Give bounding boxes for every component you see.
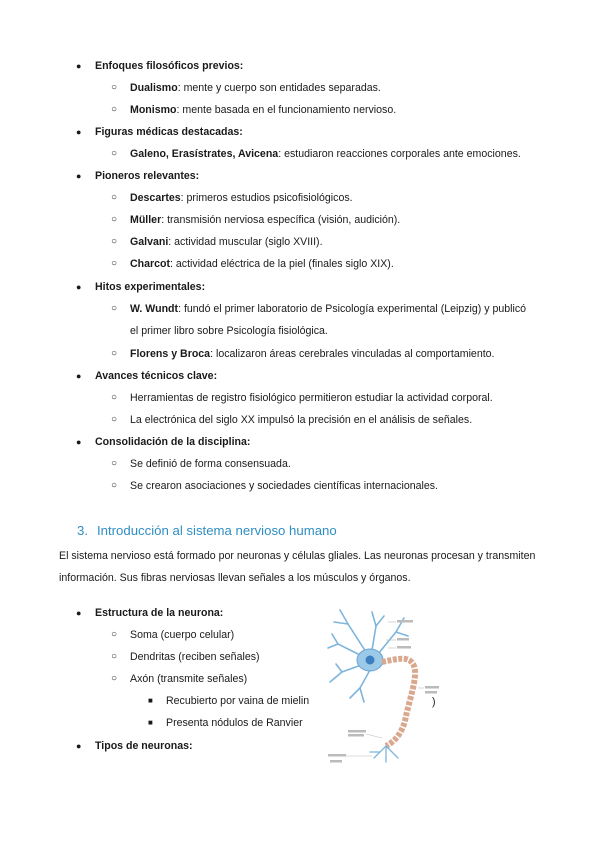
circle-bullet-icon: ○ bbox=[111, 629, 118, 640]
list-item: ● Avances técnicos clave: bbox=[76, 370, 218, 382]
circle-bullet-icon: ○ bbox=[111, 458, 118, 469]
list-item: ○ Dualismo: mente y cuerpo son entidades separadas. bbox=[111, 82, 381, 94]
bullet-icon: ● bbox=[76, 437, 82, 447]
list-item: ○ Galeno, Erasístrates, Avicena: estudiaron reacciones corporales ante emociones. bbox=[111, 148, 521, 160]
bullet-icon: ● bbox=[76, 608, 82, 618]
list-item: ● Figuras médicas destacadas: bbox=[76, 126, 243, 138]
intro-paragraph-line: El sistema nervioso está formado por neuronas y células gliales. Las neuronas procesan y transmiten bbox=[59, 550, 536, 562]
intro-paragraph-line: información. Sus fibras nerviosas llevan señales a los músculos y órganos. bbox=[59, 572, 411, 584]
list-item: ○ Florens y Broca: localizaron áreas cerebrales vinculadas al comportamiento. bbox=[111, 348, 495, 360]
circle-bullet-icon: ○ bbox=[111, 236, 118, 247]
circle-bullet-icon: ○ bbox=[111, 192, 118, 203]
square-bullet-icon: ■ bbox=[148, 696, 153, 705]
neuron-diagram bbox=[326, 606, 450, 766]
list-item: ○ W. Wundt: fundó el primer laboratorio de Psicología experimental (Leipzig) y publicó bbox=[111, 303, 527, 315]
list-item: ● Hitos experimentales: bbox=[76, 281, 206, 293]
list-item: ■ Recubierto por vaina de mielin bbox=[148, 695, 310, 707]
circle-bullet-icon: ○ bbox=[111, 480, 118, 491]
list-item: ● Estructura de la neurona: bbox=[76, 607, 224, 619]
circle-bullet-icon: ○ bbox=[111, 148, 118, 159]
axon bbox=[382, 659, 415, 746]
circle-bullet-icon: ○ bbox=[111, 104, 118, 115]
nucleus bbox=[366, 656, 375, 665]
circle-bullet-icon: ○ bbox=[111, 414, 118, 425]
circle-bullet-icon: ○ bbox=[111, 258, 118, 269]
square-bullet-icon: ■ bbox=[148, 718, 153, 727]
circle-bullet-icon: ○ bbox=[111, 214, 118, 225]
list-item: ○ Galvani: actividad muscular (siglo XVIII). bbox=[111, 236, 323, 248]
axon-terminals bbox=[370, 746, 398, 762]
list-item: ○ Se crearon asociaciones y sociedades científicas internacionales. bbox=[111, 480, 438, 492]
list-item: ○ Se definió de forma consensuada. bbox=[111, 458, 291, 470]
truncated-text: ) bbox=[432, 696, 436, 708]
list-item: ○ La electrónica del siglo XX impulsó la precisión en el análisis de señales. bbox=[111, 414, 473, 426]
section-heading: 3. Introducción al sistema nervioso humano bbox=[77, 523, 337, 538]
circle-bullet-icon: ○ bbox=[111, 348, 118, 359]
list-item: ○ Soma (cuerpo celular) bbox=[111, 629, 235, 641]
list-item: ○ Descartes: primeros estudios psicofisiológicos. bbox=[111, 192, 353, 204]
list-item: ■ Presenta nódulos de Ranvier bbox=[148, 717, 303, 729]
circle-bullet-icon: ○ bbox=[111, 392, 118, 403]
bullet-icon: ● bbox=[76, 282, 82, 292]
list-item: ○ Axón (transmite señales) bbox=[111, 673, 248, 685]
list-item: ● Enfoques filosóficos previos: bbox=[76, 60, 244, 72]
list-item-continuation: el primer libro sobre Psicología fisiológica. bbox=[130, 325, 328, 337]
circle-bullet-icon: ○ bbox=[111, 673, 118, 684]
list-item: ○ Müller: transmisión nerviosa específica (visión, audición). bbox=[111, 214, 401, 226]
bullet-icon: ● bbox=[76, 741, 82, 751]
list-item: ○ Charcot: actividad eléctrica de la piel (finales siglo XIX). bbox=[111, 258, 394, 270]
bullet-icon: ● bbox=[76, 61, 82, 71]
list-item: ● Consolidación de la disciplina: bbox=[76, 436, 251, 448]
circle-bullet-icon: ○ bbox=[111, 651, 118, 662]
bullet-icon: ● bbox=[76, 371, 82, 381]
annotation-label-marks bbox=[328, 620, 439, 763]
circle-bullet-icon: ○ bbox=[111, 82, 118, 93]
list-item: ○ Monismo: mente basada en el funcionamiento nervioso. bbox=[111, 104, 397, 116]
list-item: ● Pioneros relevantes: bbox=[76, 170, 200, 182]
list-item: ○ Herramientas de registro fisiológico permitieron estudiar la actividad corporal. bbox=[111, 392, 493, 404]
circle-bullet-icon: ○ bbox=[111, 303, 118, 314]
list-item: ● Tipos de neuronas: bbox=[76, 740, 193, 752]
bullet-icon: ● bbox=[76, 127, 82, 137]
bullet-icon: ● bbox=[76, 171, 82, 181]
list-item: ○ Dendritas (reciben señales) bbox=[111, 651, 260, 663]
